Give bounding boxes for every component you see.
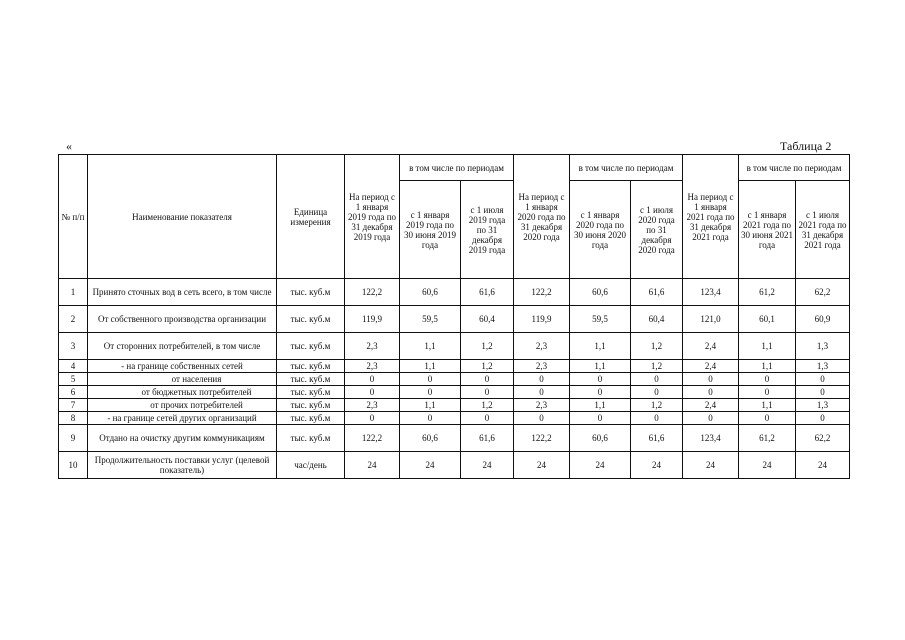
row-number: 10 <box>59 452 88 479</box>
row-value: 1,1 <box>400 360 461 373</box>
row-value: 60,6 <box>400 425 461 452</box>
row-number: 5 <box>59 373 88 386</box>
row-name: Отдано на очистку другим коммуникациям <box>88 425 277 452</box>
row-value: 122,2 <box>345 425 400 452</box>
row-value: 1,1 <box>400 399 461 412</box>
header-h1-2020: с 1 января 2020 года по 30 июня 2020 года <box>570 181 631 279</box>
header-unit: Единица измерения <box>277 155 345 279</box>
row-value: 62,2 <box>796 425 850 452</box>
table-row <box>59 373 850 386</box>
table-row <box>59 306 850 333</box>
row-value: 59,5 <box>400 306 461 333</box>
row-value: 122,2 <box>514 279 570 306</box>
row-value: 0 <box>683 386 739 399</box>
row-value: 119,9 <box>514 306 570 333</box>
row-value: 0 <box>345 386 400 399</box>
row-number: 1 <box>59 279 88 306</box>
row-value: 1,2 <box>631 360 683 373</box>
row-value: 119,9 <box>345 306 400 333</box>
row-value: 0 <box>796 412 850 425</box>
opening-quote: « <box>66 139 72 153</box>
row-value: 123,4 <box>683 279 739 306</box>
row-value: 61,6 <box>631 425 683 452</box>
row-name: от населения <box>88 373 277 386</box>
row-value: 1,1 <box>570 333 631 360</box>
row-value: 0 <box>400 373 461 386</box>
row-value: 1,1 <box>570 360 631 373</box>
table-row <box>59 452 850 479</box>
row-value: 2,3 <box>345 360 400 373</box>
row-value: 1,1 <box>739 399 796 412</box>
header-h2-2019: с 1 июля 2019 года по 31 декабря 2019 года <box>461 181 514 279</box>
header-h2-2020: с 1 июля 2020 года по 31 декабря 2020 года <box>631 181 683 279</box>
row-value: 0 <box>683 412 739 425</box>
row-unit: тыс. куб.м <box>277 386 345 399</box>
row-unit: тыс. куб.м <box>277 279 345 306</box>
row-value: 0 <box>570 386 631 399</box>
row-number: 8 <box>59 412 88 425</box>
header-group-2020: в том числе по периодам <box>570 155 683 181</box>
header-h1-2019: с 1 января 2019 года по 30 июня 2019 года <box>400 181 461 279</box>
row-value: 1,1 <box>400 333 461 360</box>
row-name: Продолжительность поставки услуг (целевой показатель) <box>88 452 277 479</box>
row-value: 61,2 <box>739 279 796 306</box>
row-name: от прочих потребителей <box>88 399 277 412</box>
row-value: 1,3 <box>796 360 850 373</box>
row-value: 1,2 <box>631 333 683 360</box>
indicators-table <box>58 154 850 479</box>
row-value: 61,6 <box>461 279 514 306</box>
row-unit: тыс. куб.м <box>277 360 345 373</box>
row-value: 0 <box>514 386 570 399</box>
row-value: 0 <box>796 386 850 399</box>
row-value: 0 <box>739 412 796 425</box>
row-name: Принято сточных вод в сеть всего, в том числе <box>88 279 277 306</box>
row-unit: тыс. куб.м <box>277 425 345 452</box>
row-value: 24 <box>631 452 683 479</box>
row-value: 60,6 <box>570 425 631 452</box>
row-unit: тыс. куб.м <box>277 333 345 360</box>
table-row <box>59 399 850 412</box>
row-value: 122,2 <box>514 425 570 452</box>
row-number: 4 <box>59 360 88 373</box>
row-value: 60,4 <box>631 306 683 333</box>
row-value: 2,3 <box>345 333 400 360</box>
row-value: 0 <box>570 412 631 425</box>
row-value: 2,4 <box>683 360 739 373</box>
row-value: 2,3 <box>345 399 400 412</box>
row-value: 24 <box>514 452 570 479</box>
row-value: 0 <box>514 412 570 425</box>
row-value: 24 <box>461 452 514 479</box>
row-value: 60,6 <box>570 279 631 306</box>
row-value: 2,4 <box>683 399 739 412</box>
row-value: 0 <box>570 373 631 386</box>
row-value: 2,3 <box>514 333 570 360</box>
row-value: 0 <box>345 373 400 386</box>
row-value: 0 <box>461 386 514 399</box>
row-name: от бюджетных потребителей <box>88 386 277 399</box>
table-row <box>59 333 850 360</box>
header-period-2019: На период с 1 января 2019 года по 31 декабря 2019 года <box>345 155 400 279</box>
row-value: 61,6 <box>631 279 683 306</box>
row-value: 1,2 <box>631 399 683 412</box>
row-value: 24 <box>683 452 739 479</box>
row-value: 0 <box>631 412 683 425</box>
row-value: 1,2 <box>461 399 514 412</box>
row-value: 0 <box>796 373 850 386</box>
row-name: - на границе собственных сетей <box>88 360 277 373</box>
row-value: 1,1 <box>570 399 631 412</box>
row-value: 0 <box>739 373 796 386</box>
row-value: 60,1 <box>739 306 796 333</box>
row-value: 24 <box>739 452 796 479</box>
row-value: 60,9 <box>796 306 850 333</box>
row-value: 60,4 <box>461 306 514 333</box>
row-value: 62,2 <box>796 279 850 306</box>
header-h1-2021: с 1 января 2021 года по 30 июня 2021 года <box>739 181 796 279</box>
row-name: - на границе сетей других организаций <box>88 412 277 425</box>
row-value: 0 <box>345 412 400 425</box>
table-row <box>59 279 850 306</box>
row-value: 1,1 <box>739 333 796 360</box>
row-value: 60,6 <box>400 279 461 306</box>
row-value: 0 <box>631 386 683 399</box>
row-value: 61,2 <box>739 425 796 452</box>
header-num: № п/п <box>59 155 88 279</box>
row-number: 6 <box>59 386 88 399</box>
row-number: 3 <box>59 333 88 360</box>
row-unit: тыс. куб.м <box>277 306 345 333</box>
row-name: От собственного производства организации <box>88 306 277 333</box>
row-value: 24 <box>570 452 631 479</box>
header-name: Наименование показателя <box>88 155 277 279</box>
row-name: От сторонних потребителей, в том числе <box>88 333 277 360</box>
row-value: 0 <box>514 373 570 386</box>
row-number: 9 <box>59 425 88 452</box>
row-value: 1,2 <box>461 333 514 360</box>
row-value: 0 <box>461 373 514 386</box>
row-value: 24 <box>400 452 461 479</box>
row-value: 0 <box>739 386 796 399</box>
row-value: 0 <box>683 373 739 386</box>
header-h2-2021: с 1 июля 2021 года по 31 декабря 2021 года <box>796 181 850 279</box>
row-value: 24 <box>796 452 850 479</box>
table-row <box>59 425 850 452</box>
row-value: 1,1 <box>739 360 796 373</box>
row-value: 1,3 <box>796 333 850 360</box>
row-value: 24 <box>345 452 400 479</box>
row-value: 61,6 <box>461 425 514 452</box>
row-value: 59,5 <box>570 306 631 333</box>
header-period-2020: На период с 1 января 2020 года по 31 декабря 2020 года <box>514 155 570 279</box>
row-value: 0 <box>461 412 514 425</box>
row-value: 121,0 <box>683 306 739 333</box>
row-number: 2 <box>59 306 88 333</box>
header-group-2019: в том числе по периодам <box>400 155 514 181</box>
row-value: 2,4 <box>683 333 739 360</box>
row-value: 122,2 <box>345 279 400 306</box>
row-value: 0 <box>631 373 683 386</box>
row-value: 2,3 <box>514 399 570 412</box>
table-row <box>59 412 850 425</box>
row-unit: тыс. куб.м <box>277 399 345 412</box>
row-value: 1,3 <box>796 399 850 412</box>
row-unit: час/день <box>277 452 345 479</box>
table-caption: Таблица 2 <box>780 139 832 153</box>
row-value: 123,4 <box>683 425 739 452</box>
header-group-2021: в том числе по периодам <box>739 155 850 181</box>
header-period-2021: На период с 1 января 2021 года по 31 декабря 2021 года <box>683 155 739 279</box>
row-value: 0 <box>400 386 461 399</box>
table-row <box>59 360 850 373</box>
row-value: 1,2 <box>461 360 514 373</box>
row-unit: тыс. куб.м <box>277 373 345 386</box>
row-number: 7 <box>59 399 88 412</box>
row-value: 2,3 <box>514 360 570 373</box>
row-value: 0 <box>400 412 461 425</box>
table-row <box>59 386 850 399</box>
row-unit: тыс. куб.м <box>277 412 345 425</box>
